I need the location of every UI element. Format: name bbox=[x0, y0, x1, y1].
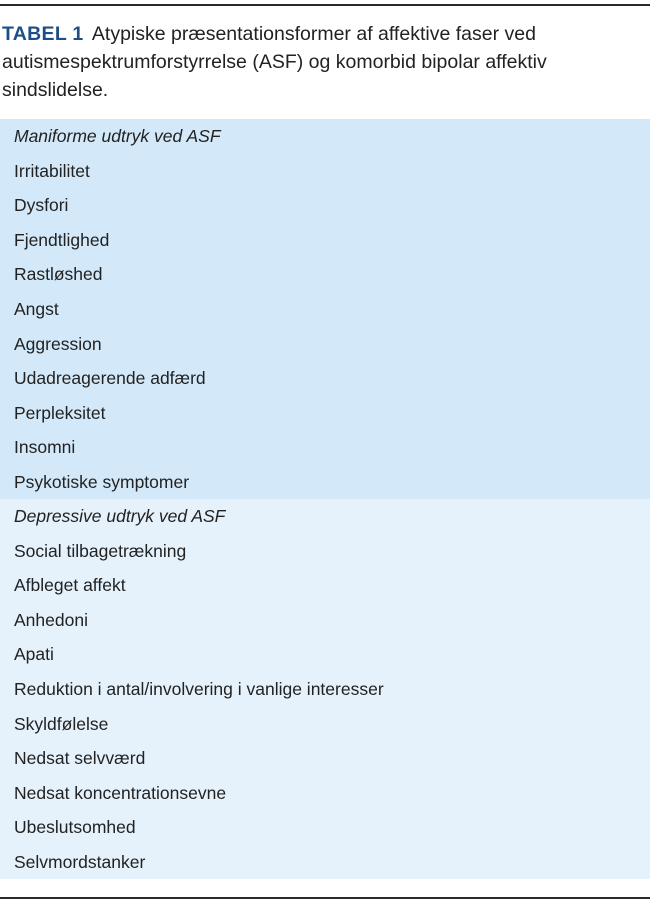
table-row: Apati bbox=[14, 644, 54, 665]
section-maniform bbox=[0, 119, 650, 499]
section-header-depressive: Depressive udtryk ved ASF bbox=[14, 506, 226, 526]
table-row: Selvmordstanker bbox=[14, 851, 146, 872]
table-label: TABEL 1 bbox=[2, 23, 84, 45]
top-rule bbox=[0, 4, 650, 6]
table-row: Dysfori bbox=[14, 195, 69, 216]
table-row: Irritabilitet bbox=[14, 160, 90, 181]
table-row: Aggression bbox=[14, 333, 102, 354]
table-row: Psykotiske symptomer bbox=[14, 471, 190, 492]
table-row: Ubeslutsomhed bbox=[14, 817, 136, 838]
table-row: Insomni bbox=[14, 437, 76, 458]
table-row: Nedsat koncentrationsevne bbox=[14, 782, 227, 803]
table-row: Reduktion i antal/involvering i vanlige interesser bbox=[14, 678, 384, 699]
table-row: Afbleget affekt bbox=[14, 575, 126, 596]
table-row: Udadreagerende adfærd bbox=[14, 368, 206, 389]
bottom-rule bbox=[0, 897, 650, 899]
table-row: Rastløshed bbox=[14, 264, 103, 285]
symptom-table bbox=[0, 119, 650, 879]
table-row: Perpleksitet bbox=[14, 402, 106, 423]
table-row: Nedsat selvværd bbox=[14, 748, 146, 769]
table-caption bbox=[2, 20, 602, 104]
table-caption-text: Atypiske præsentationsformer af affektive faser ved autismespektrumforstyrrelse (ASF) og komorbid bipolar affektiv sindslidelse. bbox=[2, 23, 547, 101]
section-depressive bbox=[0, 499, 650, 879]
table-row: Fjendtlighed bbox=[14, 229, 110, 250]
table-row: Skyldfølelse bbox=[14, 713, 109, 734]
table-row: Social tilbagetrækning bbox=[14, 540, 187, 561]
section-header-maniform: Maniforme udtryk ved ASF bbox=[14, 126, 221, 146]
table-row: Angst bbox=[14, 298, 59, 319]
table-row: Anhedoni bbox=[14, 609, 88, 630]
